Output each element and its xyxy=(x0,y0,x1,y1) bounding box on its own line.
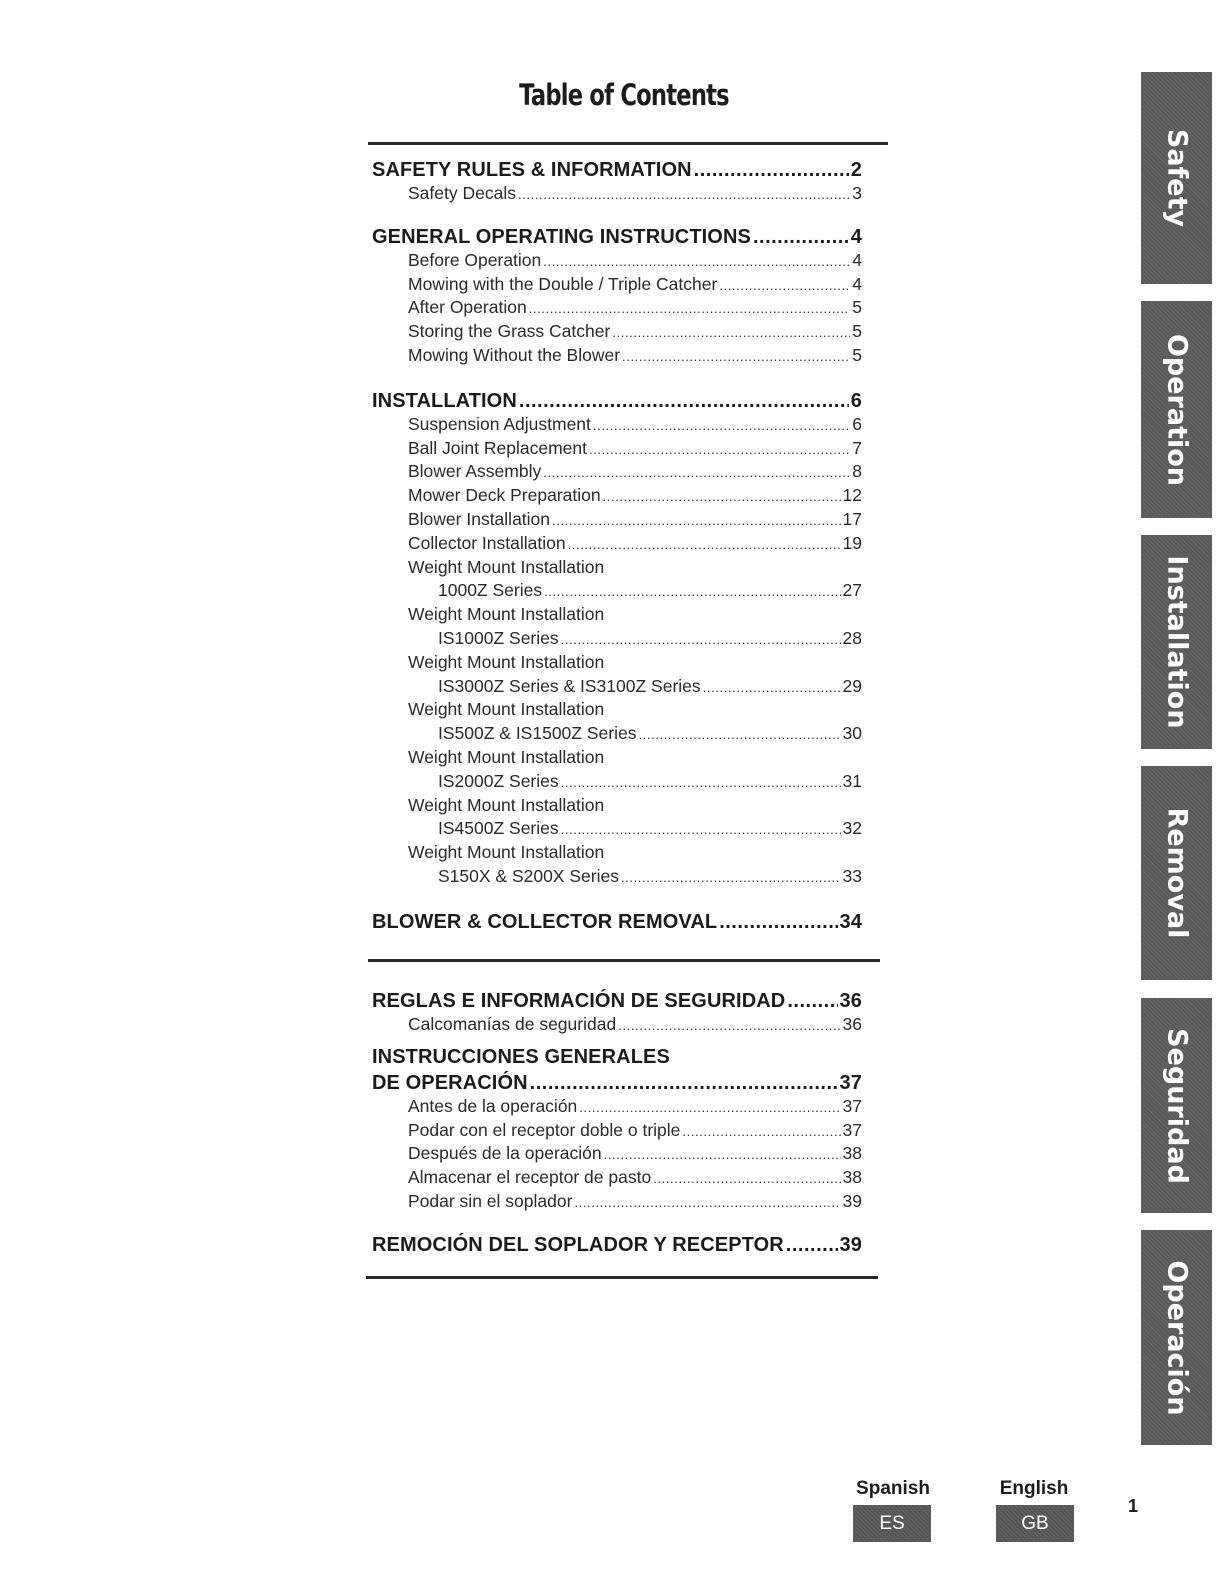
toc-entry[interactable]: Antes de la operación ..... 37 xyxy=(372,1095,862,1119)
language-label-english: English xyxy=(999,1478,1069,1499)
toc-entry[interactable]: Calcomanías de seguridad ..... 36 xyxy=(372,1013,862,1037)
toc-entry[interactable]: IS1000Z Series ..... 28 xyxy=(372,627,862,651)
toc-entry[interactable]: 1000Z Series ..... 27 xyxy=(372,579,862,603)
top-divider xyxy=(368,142,888,145)
tab-removal[interactable]: Removal xyxy=(1141,766,1212,980)
toc-entry[interactable]: Ball Joint Replacement ..... 7 xyxy=(372,437,862,461)
language-badge-es: ES xyxy=(853,1505,931,1542)
toc-entry[interactable]: After Operation ..... 5 xyxy=(372,296,862,320)
toc-entry[interactable]: Mowing with the Double / Triple Catcher ..... 4 xyxy=(372,273,862,297)
toc-entry[interactable]: IS4500Z Series ..... 32 xyxy=(372,817,862,841)
toc-entry-heading: Weight Mount Installation xyxy=(408,604,605,625)
toc-entry[interactable]: Blower Assembly ..... 8 xyxy=(372,460,862,484)
toc-entry-installation[interactable]: INSTALLATION ..... 6 xyxy=(372,389,862,413)
toc-entry[interactable]: Suspension Adjustment ..... 6 xyxy=(372,413,862,437)
toc-entry[interactable]: Mower Deck Preparation ..... 12 xyxy=(372,484,862,508)
toc-entry-operacion-heading: INSTRUCCIONES GENERALES xyxy=(372,1045,670,1068)
toc-english xyxy=(372,158,862,934)
toc-entry-heading: Weight Mount Installation xyxy=(408,651,605,672)
toc-entry[interactable]: Blower Installation ..... 17 xyxy=(372,508,862,532)
toc-spanish xyxy=(372,989,862,1257)
language-label-spanish: Spanish xyxy=(856,1478,930,1499)
toc-entry[interactable]: Después de la operación ..... 38 xyxy=(372,1142,862,1166)
tab-operation[interactable]: Operation xyxy=(1141,301,1212,518)
language-badge-gb: GB xyxy=(996,1505,1074,1542)
page-number: 1 xyxy=(1128,1496,1139,1516)
tab-installation[interactable]: Installation xyxy=(1141,535,1212,749)
toc-entry-heading: Weight Mount Installation xyxy=(408,556,605,577)
toc-entry[interactable]: Safety Decals ..... 3 xyxy=(372,182,862,206)
toc-entry[interactable]: Storing the Grass Catcher ..... 5 xyxy=(372,320,862,344)
toc-entry[interactable]: IS3000Z Series & IS3100Z Series ..... 29 xyxy=(372,675,862,699)
toc-entry-seguridad[interactable]: REGLAS E INFORMACIÓN DE SEGURIDAD ..... 36 xyxy=(372,989,862,1013)
bottom-divider xyxy=(366,1276,878,1279)
toc-entry[interactable]: Mowing Without the Blower ..... 5 xyxy=(372,344,862,368)
toc-entry[interactable]: IS500Z & IS1500Z Series ..... 30 xyxy=(372,722,862,746)
page-title: Table of Contents xyxy=(519,78,729,112)
toc-entry-heading: Weight Mount Installation xyxy=(408,794,605,815)
toc-entry-heading: Weight Mount Installation xyxy=(408,746,605,767)
toc-entry[interactable]: Before Operation ..... 4 xyxy=(372,249,862,273)
toc-entry[interactable]: Podar con el receptor doble o triple ..... 37 xyxy=(372,1119,862,1143)
toc-entry-operating[interactable]: GENERAL OPERATING INSTRUCTIONS ..... 4 xyxy=(372,225,862,249)
toc-entry-heading: Weight Mount Installation xyxy=(408,699,605,720)
toc-entry-operacion[interactable]: DE OPERACIÓN ..... 37 xyxy=(372,1071,862,1095)
toc-entry[interactable]: Podar sin el soplador ..... 39 xyxy=(372,1190,862,1214)
toc-entry[interactable]: Almacenar el receptor de pasto ..... 38 xyxy=(372,1166,862,1190)
toc-entry-safety[interactable]: SAFETY RULES & INFORMATION ..... 2 xyxy=(372,158,862,182)
tab-safety[interactable]: Safety xyxy=(1141,72,1212,284)
toc-entry-removal[interactable]: BLOWER & COLLECTOR REMOVAL ..... 34 xyxy=(372,910,862,934)
toc-entry-heading: Weight Mount Installation xyxy=(408,842,605,863)
toc-entry[interactable]: Collector Installation ..... 19 xyxy=(372,532,862,556)
tab-seguridad[interactable]: Seguridad xyxy=(1141,998,1212,1213)
toc-entry[interactable]: IS2000Z Series ..... 31 xyxy=(372,770,862,794)
tab-operacion[interactable]: Operación xyxy=(1141,1230,1212,1445)
middle-divider xyxy=(368,959,880,962)
toc-entry[interactable]: S150X & S200X Series ..... 33 xyxy=(372,865,862,889)
toc-entry-remocion[interactable]: REMOCIÓN DEL SOPLADOR Y RECEPTOR ..... 39 xyxy=(372,1233,862,1257)
